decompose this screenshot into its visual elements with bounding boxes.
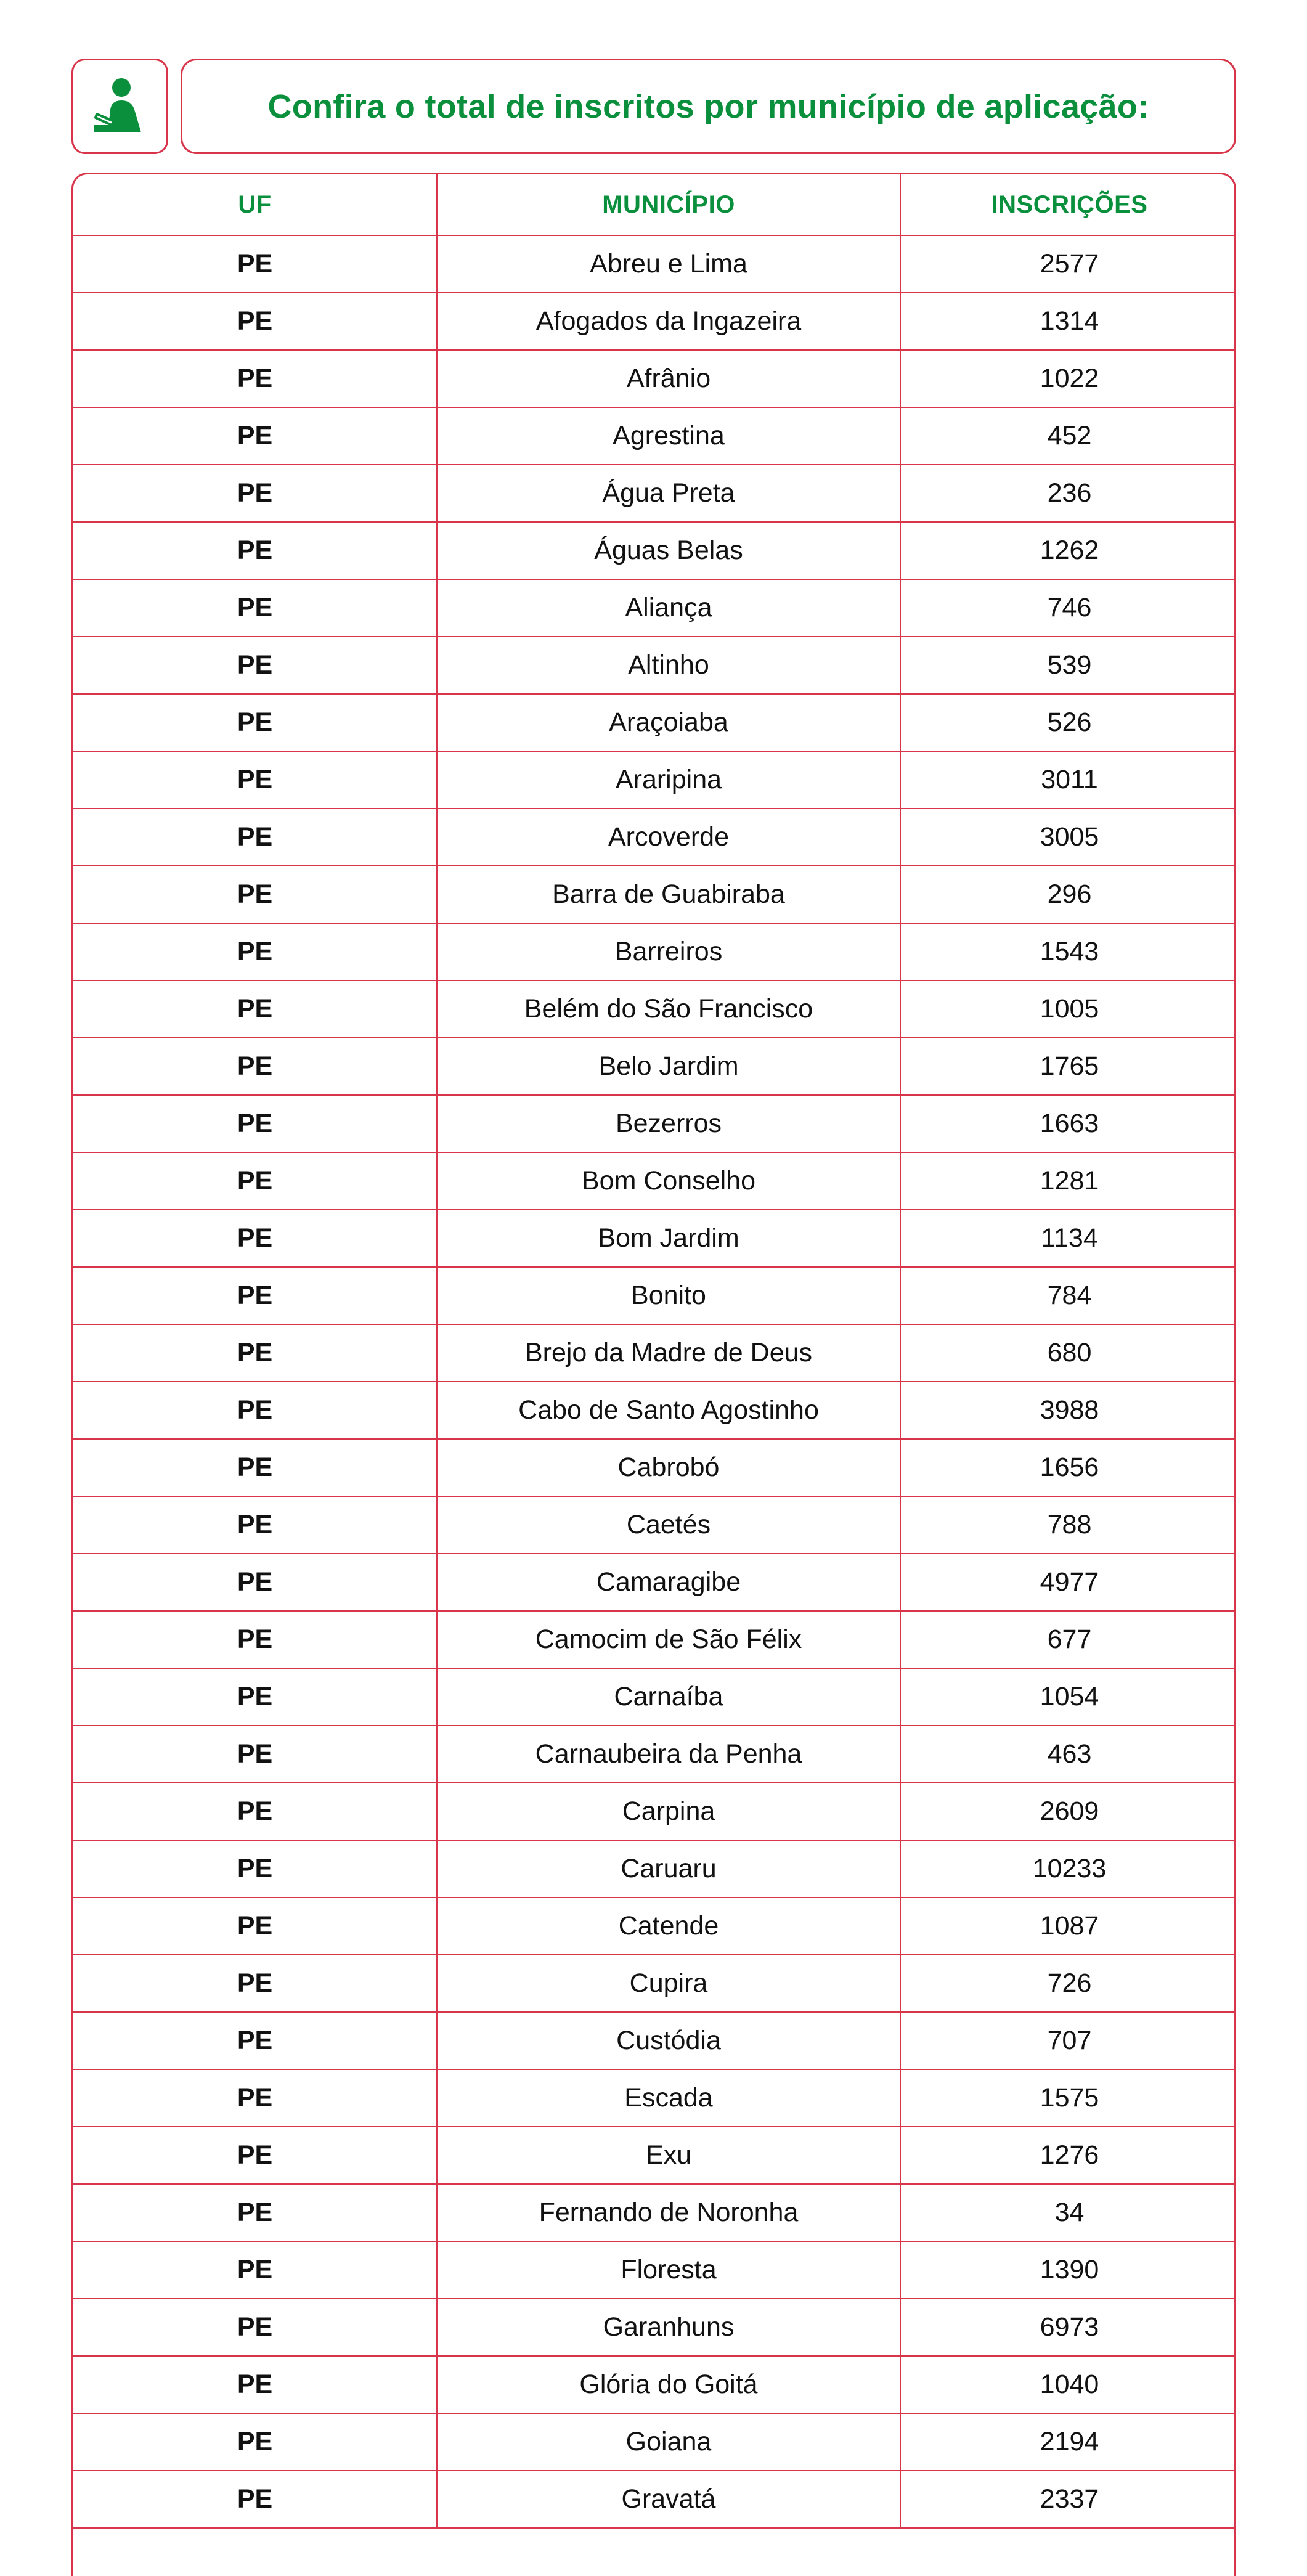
inscricoes-cell: 726 <box>900 1955 1236 2012</box>
municipio-cell: Água Preta <box>437 465 900 522</box>
column-header-uf: UF <box>73 174 437 235</box>
uf-cell: PE <box>73 350 437 407</box>
municipio-cell: Águas Belas <box>437 522 900 579</box>
inscricoes-cell: 452 <box>900 407 1236 465</box>
municipio-cell: Afrânio <box>437 350 900 407</box>
municipio-cell: Exu <box>437 2127 900 2184</box>
uf-cell: PE <box>73 235 437 293</box>
uf-cell: PE <box>73 1840 437 1897</box>
inscricoes-cell: 34 <box>900 2184 1236 2241</box>
municipio-cell: Afogados da Ingazeira <box>437 293 900 350</box>
municipio-cell: Bom Jardim <box>437 1210 900 1267</box>
inscricoes-cell: 3011 <box>900 751 1236 809</box>
inscricoes-cell: 680 <box>900 1324 1236 1382</box>
uf-cell: PE <box>73 1324 437 1382</box>
inscricoes-cell: 296 <box>900 866 1236 923</box>
table-row <box>73 1324 1236 1382</box>
inscricoes-cell: 4977 <box>900 1554 1236 1611</box>
municipality-table <box>73 174 1236 2529</box>
uf-cell: PE <box>73 293 437 350</box>
column-header-municipio: MUNICÍPIO <box>437 174 900 235</box>
column-header-inscricoes: INSCRIÇÕES <box>900 174 1236 235</box>
table-row <box>73 1554 1236 1611</box>
inscricoes-cell: 1276 <box>900 2127 1236 2184</box>
table-row <box>73 2471 1236 2528</box>
municipio-cell: Bezerros <box>437 1095 900 1152</box>
municipio-cell: Arcoverde <box>437 809 900 866</box>
uf-cell: PE <box>73 1611 437 1668</box>
municipio-cell: Araripina <box>437 751 900 809</box>
table-row <box>73 2184 1236 2241</box>
inscricoes-cell: 1022 <box>900 350 1236 407</box>
table-row <box>73 1897 1236 1955</box>
uf-cell: PE <box>73 1783 437 1840</box>
table-row <box>73 350 1236 407</box>
uf-cell: PE <box>73 1496 437 1554</box>
title-banner <box>181 59 1236 154</box>
inscricoes-cell: 1656 <box>900 1439 1236 1496</box>
uf-cell: PE <box>73 522 437 579</box>
municipio-cell: Caetés <box>437 1496 900 1554</box>
uf-cell: PE <box>73 1668 437 1726</box>
uf-cell: PE <box>73 1897 437 1955</box>
uf-cell: PE <box>73 465 437 522</box>
inscricoes-cell: 1040 <box>900 2356 1236 2413</box>
inscricoes-cell: 2577 <box>900 235 1236 293</box>
uf-cell: PE <box>73 1439 437 1496</box>
table-row <box>73 1439 1236 1496</box>
municipio-cell: Camocim de São Félix <box>437 1611 900 1668</box>
table-row <box>73 579 1236 637</box>
table-row <box>73 1152 1236 1210</box>
uf-cell: PE <box>73 2127 437 2184</box>
uf-cell: PE <box>73 1152 437 1210</box>
inscricoes-cell: 1314 <box>900 293 1236 350</box>
municipio-cell: Caruaru <box>437 1840 900 1897</box>
uf-cell: PE <box>73 1210 437 1267</box>
table-row <box>73 1267 1236 1324</box>
inscricoes-cell: 1575 <box>900 2069 1236 2127</box>
table-row <box>73 923 1236 980</box>
table-row <box>73 1611 1236 1668</box>
inscricoes-cell: 1134 <box>900 1210 1236 1267</box>
table-row <box>73 1783 1236 1840</box>
table-row <box>73 2012 1236 2069</box>
uf-cell: PE <box>73 1726 437 1783</box>
municipio-cell: Custódia <box>437 2012 900 2069</box>
inscricoes-cell: 788 <box>900 1496 1236 1554</box>
municipio-cell: Bom Conselho <box>437 1152 900 1210</box>
uf-cell: PE <box>73 2012 437 2069</box>
municipio-cell: Cabo de Santo Agostinho <box>437 1382 900 1439</box>
municipio-cell: Goiana <box>437 2413 900 2471</box>
municipio-cell: Fernando de Noronha <box>437 2184 900 2241</box>
uf-cell: PE <box>73 1955 437 2012</box>
table-header-row <box>73 174 1236 235</box>
inscricoes-cell: 539 <box>900 637 1236 694</box>
page-title: Confira o total de inscritos por município de aplicação: <box>267 88 1149 125</box>
inscricoes-cell: 2609 <box>900 1783 1236 1840</box>
table-row <box>73 694 1236 751</box>
uf-cell: PE <box>73 2069 437 2127</box>
uf-cell: PE <box>73 579 437 637</box>
table-row <box>73 1382 1236 1439</box>
uf-cell: PE <box>73 1095 437 1152</box>
table-row <box>73 293 1236 350</box>
uf-cell: PE <box>73 2184 437 2241</box>
inscricoes-cell: 746 <box>900 579 1236 637</box>
inscricoes-cell: 677 <box>900 1611 1236 1668</box>
table-row <box>73 1038 1236 1095</box>
inscricoes-cell: 1390 <box>900 2241 1236 2299</box>
municipio-cell: Belo Jardim <box>437 1038 900 1095</box>
inscricoes-cell: 6973 <box>900 2299 1236 2356</box>
uf-cell: PE <box>73 1554 437 1611</box>
inscricoes-cell: 3005 <box>900 809 1236 866</box>
inscricoes-cell: 10233 <box>900 1840 1236 1897</box>
uf-cell: PE <box>73 2299 437 2356</box>
table-row <box>73 637 1236 694</box>
table-row <box>73 2069 1236 2127</box>
municipio-cell: Aliança <box>437 579 900 637</box>
inscricoes-cell: 1054 <box>900 1668 1236 1726</box>
municipio-cell: Barreiros <box>437 923 900 980</box>
uf-cell: PE <box>73 866 437 923</box>
inscricoes-cell: 784 <box>900 1267 1236 1324</box>
municipio-cell: Agrestina <box>437 407 900 465</box>
inscricoes-cell: 2194 <box>900 2413 1236 2471</box>
municipio-cell: Carpina <box>437 1783 900 1840</box>
table-row <box>73 235 1236 293</box>
inscricoes-cell: 1005 <box>900 980 1236 1038</box>
municipio-cell: Escada <box>437 2069 900 2127</box>
uf-cell: PE <box>73 1038 437 1095</box>
uf-cell: PE <box>73 2356 437 2413</box>
table-row <box>73 1726 1236 1783</box>
table-row <box>73 1955 1236 2012</box>
table-row <box>73 1668 1236 1726</box>
municipio-cell: Barra de Guabiraba <box>437 866 900 923</box>
inscricoes-cell: 1281 <box>900 1152 1236 1210</box>
uf-cell: PE <box>73 2413 437 2471</box>
uf-cell: PE <box>73 923 437 980</box>
inscricoes-cell: 1087 <box>900 1897 1236 1955</box>
municipio-cell: Catende <box>437 1897 900 1955</box>
table-row <box>73 2299 1236 2356</box>
municipio-cell: Altinho <box>437 637 900 694</box>
header-icon-box <box>71 59 168 154</box>
table-row <box>73 2413 1236 2471</box>
municipio-cell: Garanhuns <box>437 2299 900 2356</box>
inscricoes-cell: 707 <box>900 2012 1236 2069</box>
municipio-cell: Camaragibe <box>437 1554 900 1611</box>
table-row <box>73 407 1236 465</box>
table-row <box>73 522 1236 579</box>
inscricoes-cell: 1765 <box>900 1038 1236 1095</box>
table-row <box>73 1210 1236 1267</box>
uf-cell: PE <box>73 1382 437 1439</box>
municipality-table-container <box>71 173 1236 2576</box>
uf-cell: PE <box>73 980 437 1038</box>
inscricoes-cell: 463 <box>900 1726 1236 1783</box>
table-row <box>73 1840 1236 1897</box>
uf-cell: PE <box>73 407 437 465</box>
inscricoes-cell: 2337 <box>900 2471 1236 2528</box>
municipio-cell: Carnaubeira da Penha <box>437 1726 900 1783</box>
inscricoes-cell: 1262 <box>900 522 1236 579</box>
inscricoes-cell: 1663 <box>900 1095 1236 1152</box>
municipio-cell: Abreu e Lima <box>437 235 900 293</box>
table-row <box>73 751 1236 809</box>
table-row <box>73 1496 1236 1554</box>
person-writing-icon <box>89 76 151 137</box>
uf-cell: PE <box>73 751 437 809</box>
table-row <box>73 2356 1236 2413</box>
municipio-cell: Glória do Goitá <box>437 2356 900 2413</box>
inscricoes-cell: 3988 <box>900 1382 1236 1439</box>
table-row <box>73 980 1236 1038</box>
municipio-cell: Brejo da Madre de Deus <box>437 1324 900 1382</box>
municipio-cell: Araçoiaba <box>437 694 900 751</box>
municipio-cell: Floresta <box>437 2241 900 2299</box>
table-row <box>73 2241 1236 2299</box>
uf-cell: PE <box>73 2241 437 2299</box>
inscricoes-cell: 526 <box>900 694 1236 751</box>
table-row <box>73 2127 1236 2184</box>
municipio-cell: Cabrobó <box>437 1439 900 1496</box>
uf-cell: PE <box>73 2471 437 2528</box>
inscricoes-cell: 1543 <box>900 923 1236 980</box>
table-row <box>73 1095 1236 1152</box>
municipio-cell: Carnaíba <box>437 1668 900 1726</box>
table-row <box>73 465 1236 522</box>
uf-cell: PE <box>73 637 437 694</box>
municipio-cell: Gravatá <box>437 2471 900 2528</box>
inscricoes-cell: 236 <box>900 465 1236 522</box>
municipio-cell: Cupira <box>437 1955 900 2012</box>
table-row <box>73 809 1236 866</box>
uf-cell: PE <box>73 809 437 866</box>
municipio-cell: Bonito <box>437 1267 900 1324</box>
table-row <box>73 866 1236 923</box>
municipio-cell: Belém do São Francisco <box>437 980 900 1038</box>
uf-cell: PE <box>73 694 437 751</box>
uf-cell: PE <box>73 1267 437 1324</box>
